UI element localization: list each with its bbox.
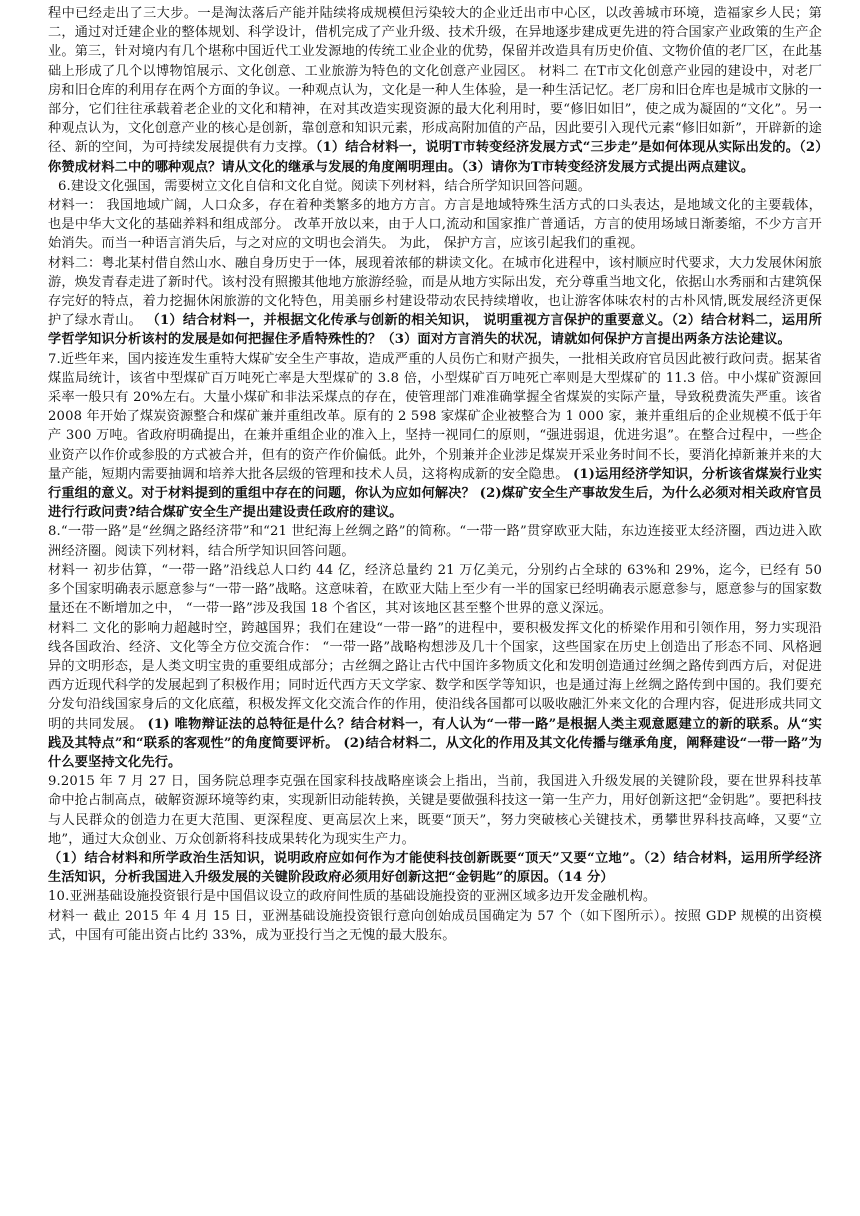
paragraph-p7: [48, 619, 822, 773]
body-text: 材料一 初步估算，“一带一路”沿线总人口约 44 亿，经济总量约 21 万亿美元，分别约占全球的 63%和 29%，迄今，已经有 50 多个国家明确表示愿意参与“一带一路”战略。这意味着，在欧亚大陆上至少有一半的国家已经明确表示愿意参与，愿意参与的国家数量还在不断增加之中， “一带一路”涉及我国 18 个省区，其对该地区甚至整个世界的意义深远。: [48, 562, 823, 617]
paragraph-p10: [48, 887, 822, 906]
body-text: 7.近些年来，国内接连发生重特大煤矿安全生产事故，造成严重的人员伤亡和财产损失，一批相关政府官员因此被行政问责。据某省煤监局统计，该省中型煤矿百万吨死亡率是大型煤矿的 3.8 倍，小型煤矿百万吨死亡率则是大型煤矿的 11.3 倍。中小煤矿资源回采率一般只有 20%左右。大量小煤矿和非法采煤点的存在，使管理部门难准确掌握全省煤炭的实际产量，导致税费流失严重。该省 2008 年开始了煤炭资源整合和煤矿兼并重组改革。原有的 2 598 家煤矿企业被整合为 1 000 家，兼并重组后的企业规模不低于年产 300 万吨。省政府明确提出，在兼并重组企业的准入上，坚持一视同仁的原则，“强进弱退，优进劣退”。在整合过程中，一些企业资产以作价或参股的方式被合并，但有的资产作价偏低。此外，个别兼并企业涉足煤炭开采业务时间不长，要消化掉新兼并来的大量产能，短期内需要抽调和培养大批各层级的管理和技术人员，这将构成新的安全隐患。: [48, 351, 822, 482]
paragraph-p9: [48, 849, 822, 887]
question-text: （1）结合材料和所学政治生活知识，说明政府应如何作为才能使科技创新既要“顶天”又要“立地”。（2）结合材料，运用所学经济生活知识，分析我国进入升级发展的关键阶段政府必须用好创新这把“金钥匙”的原因。（14 分）: [48, 850, 822, 886]
question-text: （1）结合材料一，并根据文化传承与创新的相关知识， 说明重视方言保护的重要意义。（2）结合材料二，运用所学哲学知识分析该村的发展是如何把握住矛盾特殊性的？（3）面对方言消失的状况，请就如何保护方言提出两条方法论建议。: [48, 313, 822, 348]
question-text: (1)运用经济学知识，分析该省煤炭行业实行重组的意义。对于材料提到的重组中存在的问题，你认为应如何解决？ (2)煤矿安全生产事故发生后，为什么必须对相关政府官员进行行政问责?结合煤矿安全生产提出建设责任政府的建议。: [48, 466, 822, 521]
body-text: 材料一： 我国地域广阔，人口众多，存在着种类繁多的地方方言。方言是地域特殊生活方式的口头表达，是地域文化的主要载体，也是中华大文化的基础养料和组成部分。 改革开放以来，由于人口,流动和国家推广普通话，方言的使用场域日渐萎缩，不少方言开始消失。而当一种语言消失后，与之对应的文明也会消失。 为此， 保护方言，应该引起我们的重视。: [48, 198, 822, 252]
paragraph-p1: [48, 177, 822, 196]
question-text: (1) 唯物辩证法的总特征是什么？结合材料一，有人认为“一带一路”是根据人类主观意愿建立的新的联系。从“实践及其特点”和“联系的客观性”的角度简要评析。 (2)结合材料二，从文化的作用及其文化传播与继承角度，阐释建设“一带一路”为什么要坚持文化先行。: [48, 716, 822, 770]
question-text: （1）结合材料一，说明T市转变经济发展方式“三步走”是如何体现从实际出发的。（2）你赞成材料二中的哪种观点？请从文化的继承与发展的角度阐明理由。（3）请你为T市转变经济发展方式提出两点建议。: [48, 140, 822, 175]
paragraph-p6: [48, 561, 822, 619]
document-page: [48, 4, 822, 945]
paragraph-p4: [48, 350, 822, 523]
body-text: 材料二 文化的影响力超越时空，跨越国界；我们在建设“一带一路”的进程中，要积极发挥文化的桥梁作用和引领作用，努力实现沿线各国政治、经济、文化等全方位交流合作： “一带一路”战略构想涉及几十个国家，这些国家在历史上创造出了形态不同、风格迥异的文明形态，是人类文明宝贵的重要组成部分；古丝绸之路让古代中国许多物质文化和发明创造通过丝绸之路传到西方后，对促进西方近现代科学的发展起到了积极作用；同时近代西方天文学家、数学和医学等知识，也是通过海上丝绸之路传到中国的。我们要充分发句沿线国家身后的文化底蕴，积极发挥文化交流合作的作用，使沿线各国都可以吸收融汇外来文化的合理内容，促进形成共同文明的共同发展。: [48, 620, 822, 732]
paragraph-p2: [48, 196, 822, 254]
body-text: 材料二：粤北某村借自然山水、融自身历史于一体，展现着浓郁的耕读文化。在城市化进程中，该村顺应时代要求，大力发展休闲旅游，焕发青春走进了新时代。该村没有照搬其他地方旅游经验，而是从地方实际出发，充分尊重当地文化，依据山水秀丽和古建筑保存完好的特点，着力挖掘休闲旅游的文化特色，用美丽乡村建设带动农民持续增收，也让游客体味农村的古朴风情,既发展经济更保护了绿水青山。: [48, 255, 822, 329]
body-text: 材料一 截止 2015 年 4 月 15 日，亚洲基础设施投资银行意向创始成员国确定为 57 个（如下图所示）。按照 GDP 规模的出资模式，中国有可能出资占比约 33%，成为亚投行当之无愧的最大股东。: [48, 908, 822, 943]
body-text: 10.亚洲基础设施投资银行是中国倡议设立的政府间性质的基础设施投资的亚洲区域多边开发金融机构。: [48, 889, 657, 905]
paragraph-p3: [48, 254, 822, 350]
body-text: 程中已经走出了三大步。一是淘汰落后产能并陆续将成规模但污染较大的企业迁出市中心区，以改善城市环境，造福家乡人民；第二，通过对迁建企业的整体规划、科学设计，借机完成了产业升级、技术升级，在异地逐步建成更先进的符合国家产业政策的生产企业。第三，针对境内有几个堪称中国近代工业发源地的传统工业企业的优势，保留并改造具有历史价值、文物价值的老厂区，在此基础上形成了几个以博物馆展示、文化创意、工业旅游为特色的文化创意产业园区。 材料二 在T市文化创意产业园的建设中，对老厂房和旧仓库的利用存在两个方面的争议。一种观点认为，文化是一种人生体验，是一种生活记忆。老厂房和旧仓库也是城市文脉的一部分，它们往往承载着老企业的文化和精神，在对其改造实现资源的最大化利用时，要“修旧如旧”，使之成为凝固的“文化”。另一种观点认为，文化创意产业的核心是创新，靠创意和知识元素，形成高附加值的产品，因此要引入现代元素“修旧如新”，开辟新的途径、新的空间，为可持续发展提供有力支撑。: [48, 6, 823, 156]
body-text: 6.建设文化强国，需要树立文化自信和文化自觉。阅读下列材料，结合所学知识回答问题。: [58, 178, 592, 194]
body-text: 9.2015 年 7 月 27 日，国务院总理李克强在国家科技战略座谈会上指出，当前，我国进入升级发展的关键阶段，要在世界科技革命中抢占制高点，破解资源环境等约束，实现新旧动能转换，关键是要做强科技这一第一生产力，用好创新这把“金钥匙”。要把科技与人民群众的创造力在更大范围、更深程度、更高层次上来，既要“顶天”，努力突破核心关键技术，勇攀世界科技高峰，又要“立地”，通过大众创业、万众创新将科技成果转化为现实生产力。: [48, 774, 823, 847]
paragraph-p11: [48, 907, 822, 945]
body-text: 8.“一带一路”是“丝绸之路经济带”和“21 世纪海上丝绸之路”的简称。“一带一路”贯穿欧亚大陆，东边连接亚太经济圈，西边进入欧洲经济圈。阅读下列材料，结合所学知识回答问题。: [48, 524, 822, 559]
paragraph-p5: [48, 522, 822, 560]
paragraph-p0: [48, 4, 822, 177]
paragraph-p8: [48, 772, 822, 849]
